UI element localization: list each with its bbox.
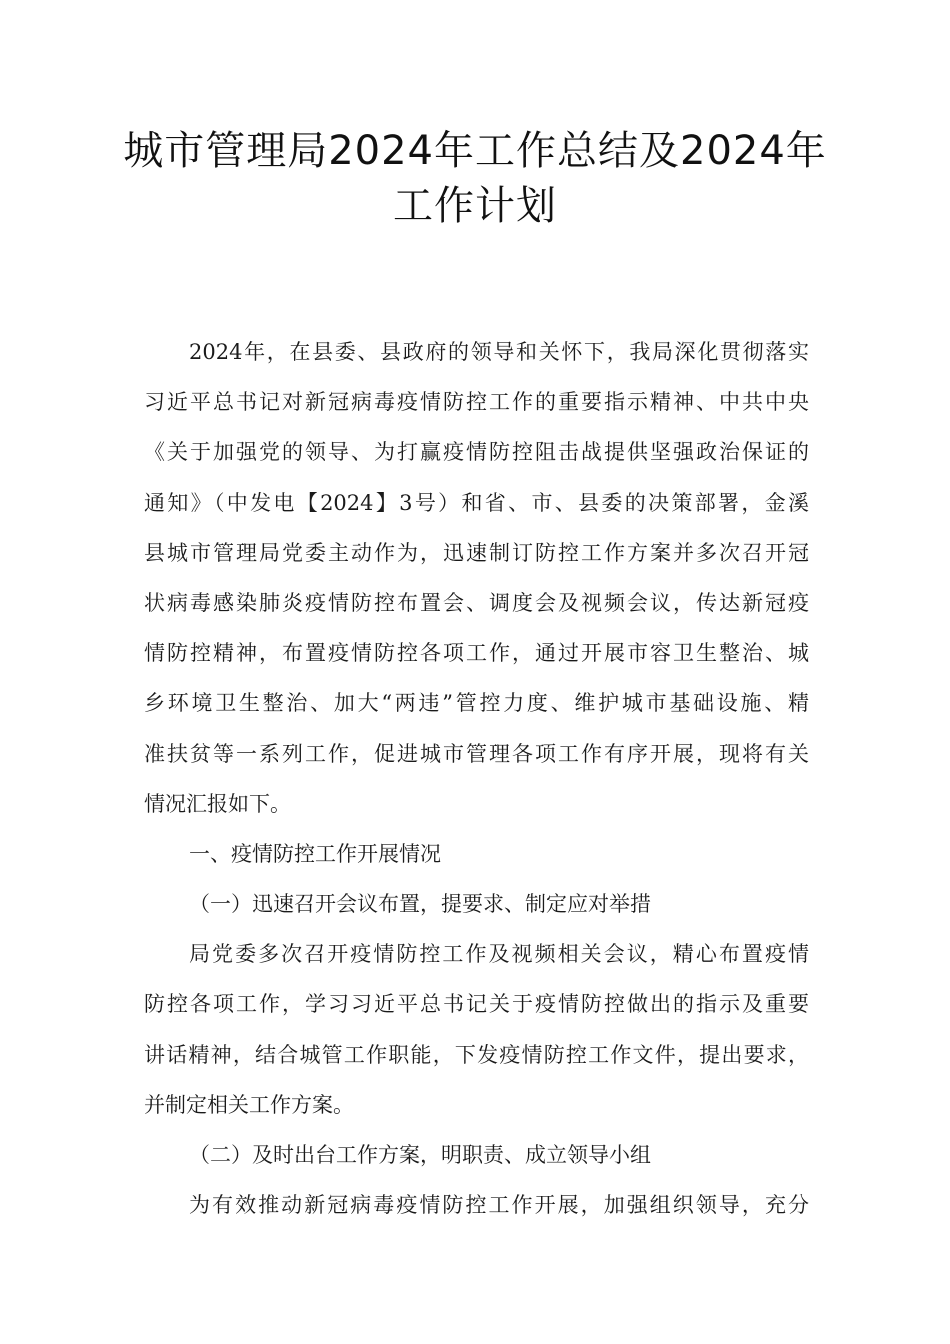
paragraph-line: 《关于加强党的领导、为打赢疫情防控阻击战提供坚强政治保证的 bbox=[144, 440, 809, 465]
subsection-heading: （一）迅速召开会议布置，提要求、制定应对举措 bbox=[189, 892, 651, 917]
paragraph-line: 状病毒感染肺炎疫情防控布置会、调度会及视频会议，传达新冠疫 bbox=[144, 590, 809, 615]
paragraph-line: 习近平总书记对新冠病毒疫情防控工作的重要指示精神、中共中央 bbox=[144, 390, 809, 415]
document-body bbox=[144, 327, 809, 1230]
paragraph-line: 为有效推动新冠病毒疫情防控工作开展，加强组织领导，充分 bbox=[189, 1193, 809, 1218]
paragraph-line: 县城市管理局党委主动作为，迅速制订防控工作方案并多次召开冠 bbox=[144, 540, 809, 565]
paragraph-line: 情况汇报如下。 bbox=[144, 791, 291, 816]
paragraph-line: 准扶贫等一系列工作，促进城市管理各项工作有序开展，现将有关 bbox=[144, 741, 809, 766]
paragraph-line: 并制定相关工作方案。 bbox=[144, 1092, 354, 1117]
paragraph-line: 情防控精神，布置疫情防控各项工作，通过开展市容卫生整治、城 bbox=[144, 641, 809, 666]
paragraph-line: 乡环境卫生整治、加大“两违”管控力度、维护城市基础设施、精 bbox=[144, 691, 809, 716]
paragraph-line: 2024年，在县委、县政府的领导和关怀下，我局深化贯彻落实 bbox=[189, 340, 809, 364]
paragraph-line: 通知》（中发电【2024】3号）和省、市、县委的决策部署，金溪 bbox=[144, 490, 809, 515]
paragraph-line: 防控各项工作，学习习近平总书记关于疫情防控做出的指示及重要 bbox=[144, 992, 809, 1017]
paragraph-line: 局党委多次召开疫情防控工作及视频相关会议，精心布置疫情 bbox=[189, 942, 809, 967]
paragraph-line: 讲话精神，结合城管工作职能，下发疫情防控工作文件，提出要求， bbox=[144, 1042, 809, 1067]
title-line: 工作计划 bbox=[393, 183, 557, 229]
subsection-heading: （二）及时出台工作方案，明职责、成立领导小组 bbox=[189, 1143, 651, 1167]
section-heading: 一、疫情防控工作开展情况 bbox=[189, 841, 441, 866]
document-title bbox=[0, 124, 950, 234]
title-line: 城市管理局2024年工作总结及2024年 bbox=[123, 128, 827, 174]
